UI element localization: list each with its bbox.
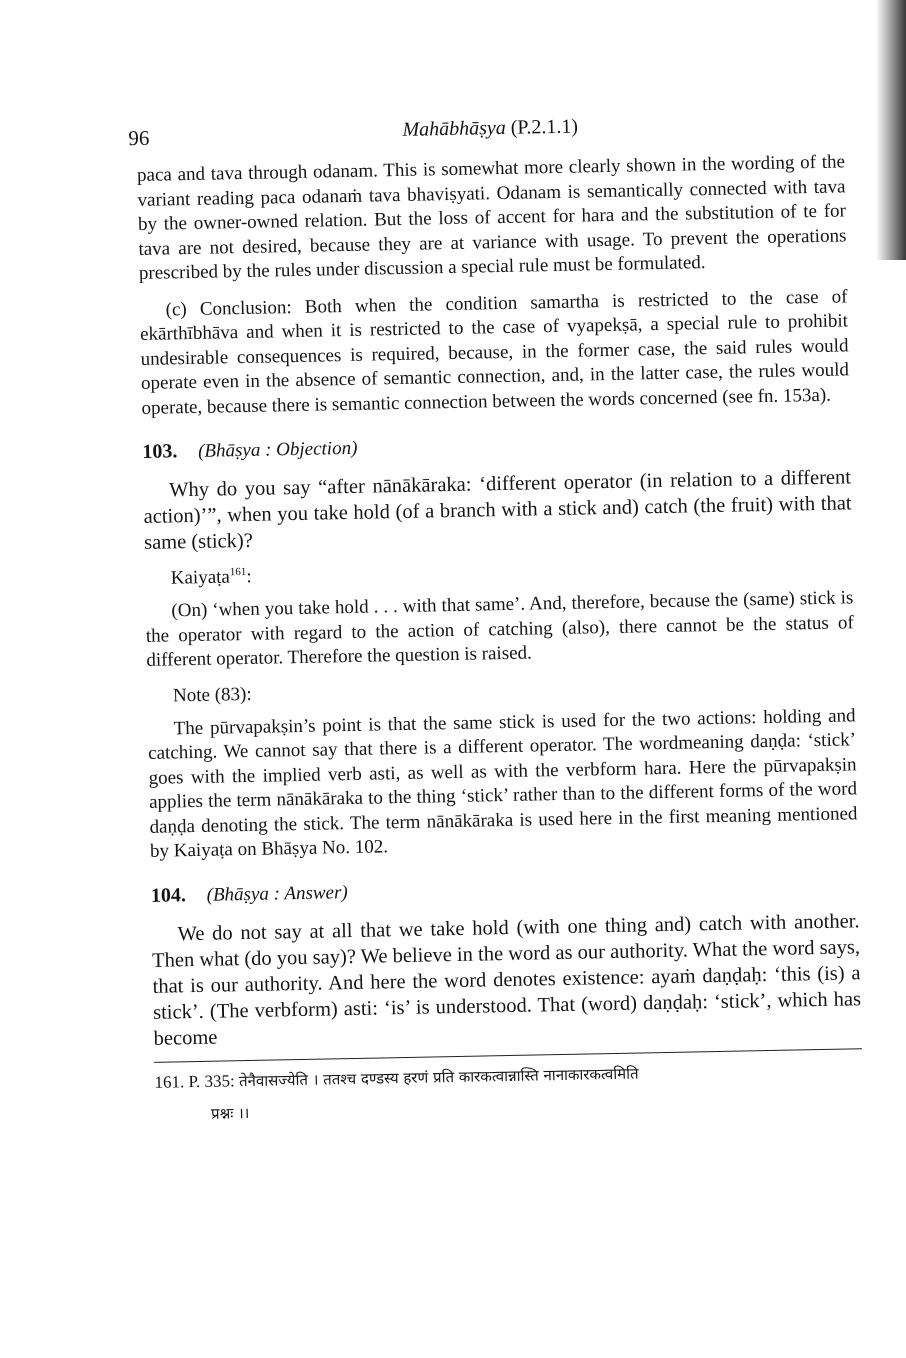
kaiyata-body: (On) ‘when you take hold . . . with that same’. And, therefore, because the (same) stick is the operator with regard to the action of catching (also), there cannot be the status of different operator. Therefore the question is raised. xyxy=(145,587,854,672)
footnote-161 xyxy=(154,1057,862,1095)
page-number: 96 xyxy=(128,125,150,151)
section-103-body: Why do you say “after nānākāraka: ‘different operator (in relation to a different action)’”, when you take hold (of a branch with a stick and) catch (the fruit) with that same (stick)? xyxy=(143,466,852,554)
section-104-label: (Bhāṣya : Answer) xyxy=(206,881,348,906)
running-title-ref: (P.2.1.1) xyxy=(510,115,579,139)
section-103-heading xyxy=(142,427,850,464)
section-104-body: We do not say at all that we take hold (with one thing and) catch with another. Then what (do you say)? We believe in the word as our authority. What the word says, that is our authority. And here the word denotes existence: ayaṁ daṇḍaḥ: ‘this (is) a stick’. (The verbform) asti: ‘is’ is understood. That (word) daṇḍaḥ: ‘stick’, which has become xyxy=(151,910,862,1050)
footnote-ref-161: 161 xyxy=(229,565,247,579)
note-body: The pūrvapakṣin’s point is that the same stick is used for the two actions: holding and catching. We cannot say that there is a different operator. The wordmeaning daṇḍa: ‘stick’ goes with the implied verb asti, as well as with the verbform hara. Here the pūrvapakṣin applies the term nānākāraka to the thing ‘stick’ rather than to the different forms of the word daṇḍa denoting the stick. The term nānākāraka is used here in the first meaning mentioned by Kaiyaṭa on Bhāṣya No. 102. xyxy=(147,705,858,863)
kaiyata-heading xyxy=(171,554,853,589)
page-content xyxy=(128,106,863,1124)
paragraph-conclusion: (c) Conclusion: Both when the condition samartha is restricted to the case of ekārthībhāva and when it is restricted to the case of vyapekṣā, a special rule to prohibit undesirable consequences is required, because, in the former case, the said rules would operate even in the absence of semantic connection, and, in the latter case, the rules would operate, because there is semantic connection between the words concerned (see fn. 153a). xyxy=(139,285,850,419)
footnote-devanagari: तेनैवासज्येति । ततश्च दण्डस्य हरणं प्रति कारकत्वान्नास्ति नानाकारकत्वमिति xyxy=(238,1064,639,1091)
paragraph-continuation: paca and tava through odanam. This is somewhat more clearly shown in the wording of the variant reading paca odanaṁ tava bhaviṣyati. Odanam is semantically connected with tava by the owner-owned relation. But the loss of accent for hara and the substitution of te for tava are not desired, because they are at variance with usage. To prevent the operations prescribed by the rules under discussion a special rule must be formulated. xyxy=(136,151,847,284)
kaiyata-heading-text: Kaiyaṭa xyxy=(170,566,231,589)
running-title xyxy=(136,110,844,147)
running-title-text: Mahābhāṣya xyxy=(402,116,506,141)
note-heading: Note (83): xyxy=(172,683,252,707)
section-103-label: (Bhāṣya : Objection) xyxy=(197,437,358,462)
section-104-heading xyxy=(151,871,859,908)
section-103-number: 103. xyxy=(142,440,178,463)
footnote-label: 161. P. 335: xyxy=(154,1071,235,1092)
footnote-continuation: प्रश्नः ।। xyxy=(210,1103,250,1123)
kaiyata-heading-colon: : xyxy=(246,566,252,588)
scan-edge-shadow xyxy=(876,0,906,260)
section-104-number: 104. xyxy=(150,884,187,907)
